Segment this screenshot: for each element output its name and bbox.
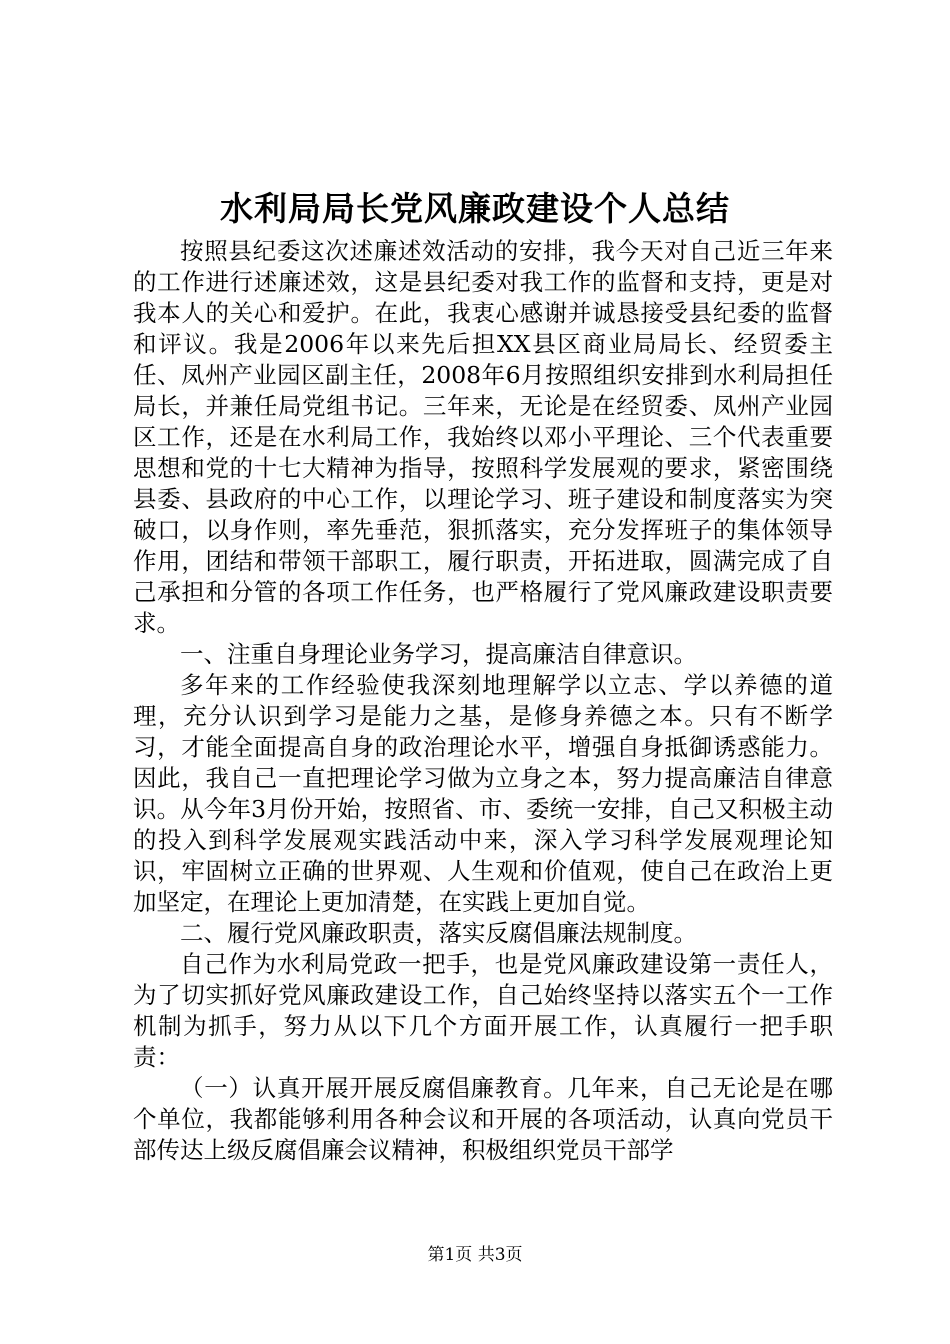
paragraph-education: （一）认真开展开展反腐倡廉教育。几年来，自己无论是在哪个单位，我都能够利用各种会议和开展的各项活动，认真向党员干部传达上级反腐倡廉会议精神，积极组织党员干部学	[133, 1074, 833, 1164]
document-title: 水利局局长党风廉政建设个人总结	[220, 189, 730, 228]
paragraph-duty: 自己作为水利局党政一把手，也是党风廉政建设第一责任人，为了切实抓好党风廉政建设工作，自己始终坚持以落实五个一工作机制为抓手，努力从以下几个方面开展工作，认真履行一把手职责：	[133, 950, 833, 1071]
paragraph-study: 多年来的工作经验使我深刻地理解学以立志、学以养德的道理，充分认识到学习是能力之基，是修身养德之本。只有不断学习，才能全面提高自身的政治理论水平，增强自身抵御诱惑能力。因此，我自己一直把理论学习做为立身之本，努力提高廉洁自律意识。从今年3月份开始，按照省、市、委统一安排，自己又积极主动的投入到科学发展观实践活动中来，深入学习科学发展观理论知识，牢固树立正确的世界观、人生观和价值观，使自己在政治上更加坚定，在理论上更加清楚，在实践上更加自觉。	[133, 671, 833, 916]
section-heading-1: 一、注重自身理论业务学习，提高廉洁自律意识。	[180, 640, 697, 668]
document-body	[133, 236, 833, 1166]
section-heading-2: 二、履行党风廉政职责，落实反腐倡廉法规制度。	[180, 919, 697, 947]
page-footer: 第1页 共3页	[427, 1245, 523, 1265]
paragraph-intro: 按照县纪委这次述廉述效活动的安排，我今天对自己近三年来的工作进行述廉述效，这是县纪委对我工作的监督和支持，更是对我本人的关心和爱护。在此，我衷心感谢并诚恳接受县纪委的监督和评议。我是2006年以来先后担XX县区商业局局长、经贸委主任、凤州产业园区副主任，2008年6月按照组织安排到水利局担任局长，并兼任局党组书记。三年来，无论是在经贸委、凤州产业园区工作，还是在水利局工作，我始终以邓小平理论、三个代表重要思想和党的十七大精神为指导，按照科学发展观的要求，紧密围绕县委、县政府的中心工作，以理论学习、班子建设和制度落实为突破口，以身作则，率先垂范，狠抓落实，充分发挥班子的集体领导作用，团结和带领干部职工，履行职责，开拓进取，圆满完成了自己承担和分管的各项工作任务，也严格履行了党风廉政建设职责要求。	[133, 237, 833, 637]
